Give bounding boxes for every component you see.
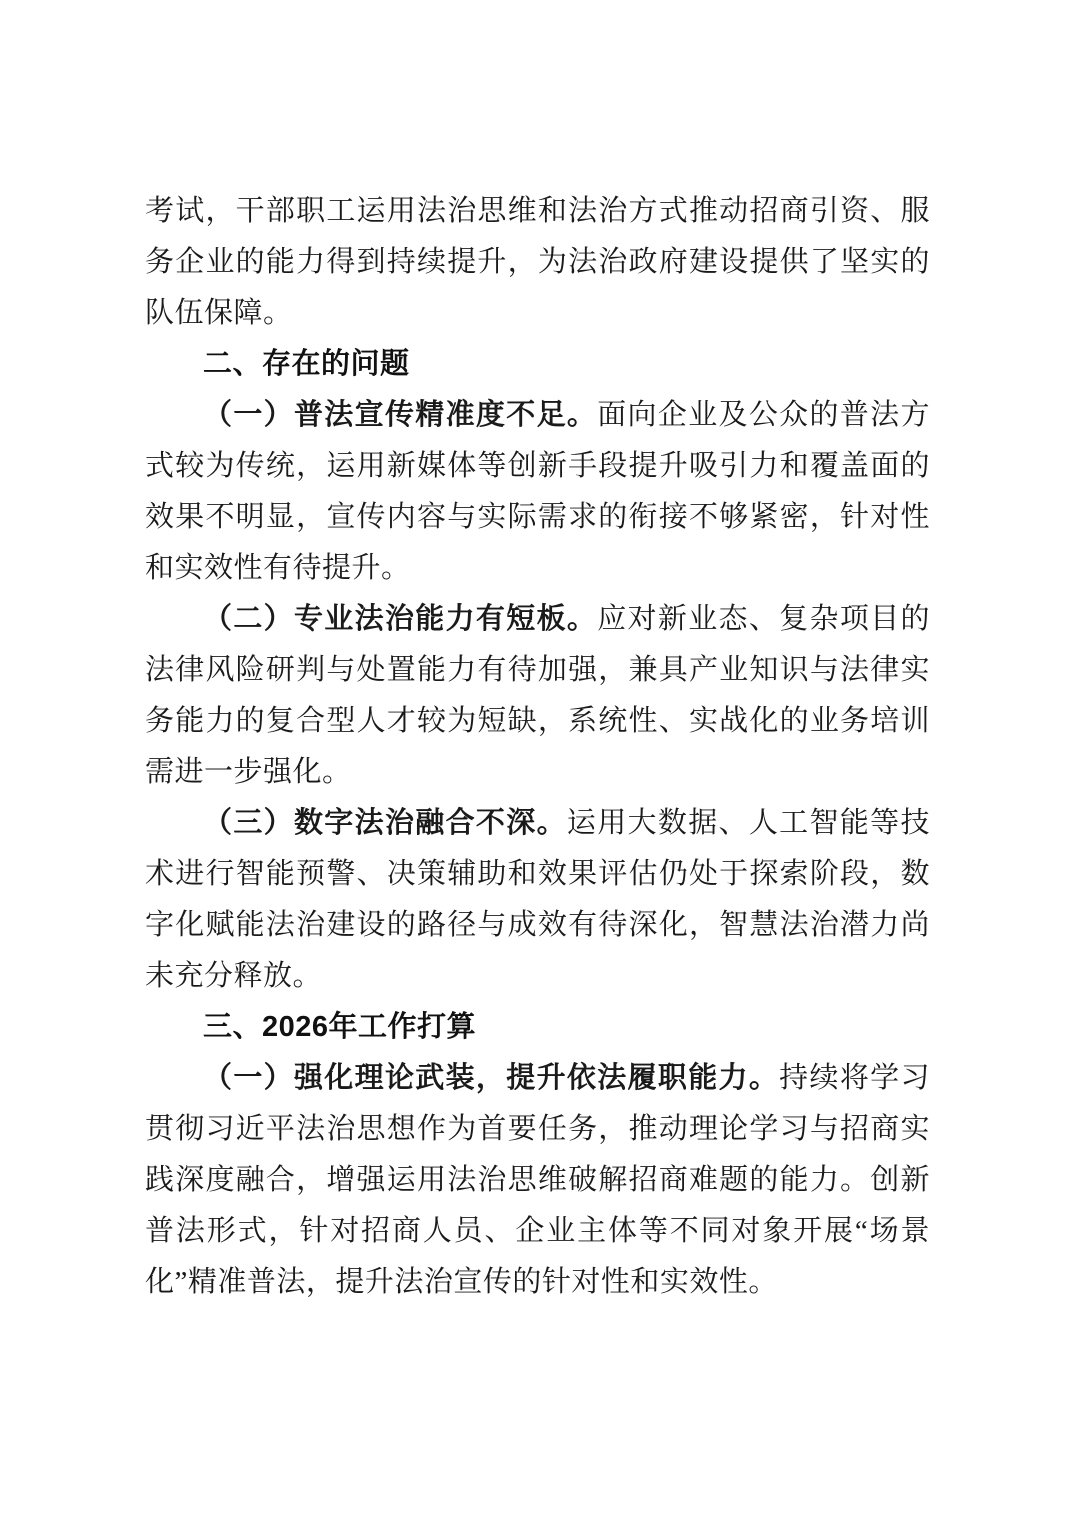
text-run: 面向企业及公众的普法方式较为传统，运用新媒体等创新手段提升吸引力和覆盖面的效果不明显，宣传内容与实际需求的衔接不够紧密，针对性和实效性有待提升。 [145,399,930,584]
text-run: 应对新业态、复杂项目的法律风险研判与处置能力有待加强，兼具产业知识与法律实务能力的复合型人才较为短缺，系统性、实战化的业务培训需进一步强化。 [145,603,930,788]
body-paragraph [145,1053,930,1308]
body-paragraph [145,390,930,594]
bold-lead-run: （二）专业法治能力有短板。 [203,603,598,635]
bold-lead-run: 三、2026年工作打算 [203,1011,477,1043]
section-heading [145,339,930,390]
text-run: 运用大数据、人工智能等技术进行智能预警、决策辅助和效果评估仍处于探索阶段，数字化赋能法治建设的路径与成效有待深化，智慧法治潜力尚未充分释放。 [145,807,930,992]
bold-lead-run: 二、存在的问题 [203,348,410,380]
body-paragraph [145,186,930,339]
bold-lead-run: （三）数字法治融合不深。 [203,807,567,839]
document-content [145,186,930,1308]
text-run: 考试，干部职工运用法治思维和法治方式推动招商引资、服务企业的能力得到持续提升，为法治政府建设提供了坚实的队伍保障。 [145,195,930,329]
body-paragraph [145,798,930,1002]
bold-lead-run: （一）普法宣传精准度不足。 [203,399,598,431]
body-paragraph [145,594,930,798]
section-heading [145,1002,930,1053]
text-run: 持续将学习贯彻习近平法治思想作为首要任务，推动理论学习与招商实践深度融合，增强运用法治思维破解招商难题的能力。创新普法形式，针对招商人员、企业主体等不同对象开展“场景化”精准普法，提升法治宣传的针对性和实效性。 [145,1062,930,1298]
bold-lead-run: （一）强化理论武装，提升依法履职能力。 [203,1062,780,1094]
